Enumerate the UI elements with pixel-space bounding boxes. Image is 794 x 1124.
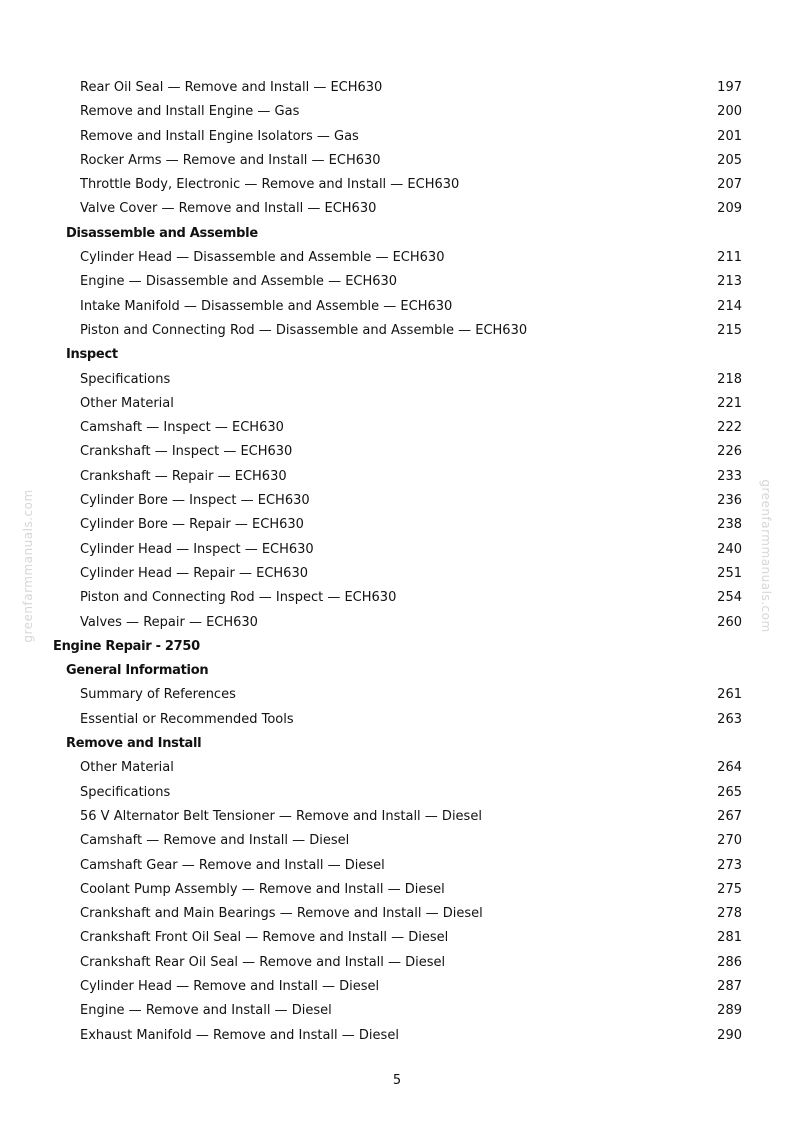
toc-entry-page-number: 273 (717, 857, 742, 873)
toc-entry[interactable] (0, 975, 794, 999)
toc-entry[interactable] (0, 489, 794, 513)
toc-entry-page-number: 213 (717, 274, 742, 290)
toc-entry-page-number: 200 (717, 104, 742, 120)
toc-entry-page-number: 286 (717, 954, 742, 970)
toc-entry-page-number: 261 (717, 687, 742, 703)
toc-entry[interactable] (0, 295, 794, 319)
toc-entry-page-number: 211 (717, 250, 742, 266)
toc-entry-page-number: 265 (717, 784, 742, 800)
toc-entry-title: Crankshaft Rear Oil Seal — Remove and Install — Diesel (80, 954, 446, 970)
toc-entry-title: Engine Repair - 2750 (53, 638, 200, 654)
toc-entry[interactable] (0, 926, 794, 950)
toc-entry-page-number: 233 (717, 468, 742, 484)
toc-entry-title: Crankshaft Front Oil Seal — Remove and Install — Diesel (80, 930, 449, 946)
toc-entry-page-number: 238 (717, 517, 742, 533)
toc-entry-title: Cylinder Head — Remove and Install — Diesel (80, 978, 380, 994)
toc-entry-title: Specifications (80, 371, 171, 387)
toc-entry[interactable] (0, 440, 794, 464)
toc-entry[interactable] (0, 100, 794, 124)
toc-entry-title: Throttle Body, Electronic — Remove and Install — ECH630 (80, 177, 460, 193)
toc-entry[interactable] (0, 125, 794, 149)
toc-entry-page-number: 281 (717, 930, 742, 946)
toc-entry[interactable] (0, 319, 794, 343)
toc-entry-page-number: 264 (717, 760, 742, 776)
toc-entry-title: Rocker Arms — Remove and Install — ECH630 (80, 152, 381, 168)
toc-entry-page-number: 278 (717, 906, 742, 922)
toc-entry[interactable] (0, 562, 794, 586)
toc-entry[interactable] (0, 513, 794, 537)
toc-entry-title: General Information (66, 663, 209, 679)
toc-entry-page-number: 218 (717, 371, 742, 387)
toc-entry-title: Cylinder Head — Disassemble and Assemble — ECH630 (80, 250, 445, 266)
toc-entry-title: Remove and Install (66, 736, 202, 752)
page-number: 5 (392, 1073, 402, 1088)
toc-entry[interactable] (0, 611, 794, 635)
toc-entry-title: Inspect (66, 347, 118, 363)
toc-entry[interactable] (0, 805, 794, 829)
toc-entry-page-number: 236 (717, 493, 742, 509)
toc-entry-title: Crankshaft — Repair — ECH630 (80, 468, 287, 484)
toc-entry[interactable] (0, 246, 794, 270)
toc-entry-page-number: 251 (717, 565, 742, 581)
toc-entry-page-number: 209 (717, 201, 742, 217)
toc-entry-title: Essential or Recommended Tools (80, 711, 294, 727)
toc-entry-page-number: 290 (717, 1027, 742, 1043)
toc-entry[interactable] (0, 173, 794, 197)
toc-section-heading[interactable] (0, 659, 794, 683)
toc-section-heading[interactable] (0, 343, 794, 367)
toc-entry[interactable] (0, 756, 794, 780)
toc-entry-page-number: 254 (717, 590, 742, 606)
toc-entry-title: 56 V Alternator Belt Tensioner — Remove and Install — Diesel (80, 808, 482, 824)
toc-entry-title: Remove and Install Engine — Gas (80, 104, 300, 120)
toc-section-heading[interactable] (0, 222, 794, 246)
toc-entry-title: Camshaft — Remove and Install — Diesel (80, 833, 350, 849)
toc-entry[interactable] (0, 368, 794, 392)
toc-entry-page-number: 222 (717, 420, 742, 436)
toc-entry[interactable] (0, 878, 794, 902)
toc-entry-page-number: 270 (717, 833, 742, 849)
toc-entry-title: Cylinder Head — Inspect — ECH630 (80, 541, 314, 557)
toc-entry-title: Crankshaft — Inspect — ECH630 (80, 444, 293, 460)
toc-entry-title: Other Material (80, 395, 174, 411)
toc-entry-title: Cylinder Bore — Repair — ECH630 (80, 517, 304, 533)
toc-entry[interactable] (0, 465, 794, 489)
watermark-left: greenfarmmanuals.com (21, 489, 35, 643)
toc-entry-page-number: 221 (717, 395, 742, 411)
toc-entry-title: Camshaft Gear — Remove and Install — Diesel (80, 857, 385, 873)
toc-entry-page-number: 201 (717, 128, 742, 144)
toc-entry-page-number: 260 (717, 614, 742, 630)
toc-entry-title: Exhaust Manifold — Remove and Install — Diesel (80, 1027, 399, 1043)
toc-entry-title: Cylinder Head — Repair — ECH630 (80, 565, 308, 581)
toc-entry-title: Piston and Connecting Rod — Disassemble and Assemble — ECH630 (80, 322, 528, 338)
toc-entry-page-number: 226 (717, 444, 742, 460)
toc-entry[interactable] (0, 270, 794, 294)
toc-entry-title: Camshaft — Inspect — ECH630 (80, 420, 284, 436)
toc-entry-page-number: 263 (717, 711, 742, 727)
toc-entry[interactable] (0, 76, 794, 100)
toc-entry[interactable] (0, 1024, 794, 1048)
toc-entry-title: Valve Cover — Remove and Install — ECH630 (80, 201, 377, 217)
toc-entry[interactable] (0, 854, 794, 878)
toc-entry[interactable] (0, 392, 794, 416)
toc-entry-title: Engine — Remove and Install — Diesel (80, 1003, 332, 1019)
toc-entry-title: Crankshaft and Main Bearings — Remove and Install — Diesel (80, 906, 483, 922)
toc-entry-page-number: 240 (717, 541, 742, 557)
toc-entry[interactable] (0, 999, 794, 1023)
toc-entry-title: Other Material (80, 760, 174, 776)
toc-entry-page-number: 275 (717, 881, 742, 897)
toc-entry-page-number: 214 (717, 298, 742, 314)
toc-entry-page-number: 287 (717, 978, 742, 994)
toc-entry[interactable] (0, 197, 794, 221)
toc-entry-title: Valves — Repair — ECH630 (80, 614, 258, 630)
toc-entry[interactable] (0, 829, 794, 853)
toc-entry-title: Engine — Disassemble and Assemble — ECH630 (80, 274, 398, 290)
toc-entry[interactable] (0, 902, 794, 926)
toc-entry-page-number: 197 (717, 80, 742, 95)
toc-entry-title: Specifications (80, 784, 171, 800)
watermark-right: greenfarmmanuals.com (759, 479, 773, 633)
toc-entry-title: Summary of References (80, 687, 236, 703)
toc-entry-title: Disassemble and Assemble (66, 225, 258, 241)
toc-entry-page-number: 207 (717, 177, 742, 193)
toc-entry[interactable] (0, 951, 794, 975)
toc-entry[interactable] (0, 416, 794, 440)
toc-entry-page-number: 205 (717, 152, 742, 168)
toc-entry-page-number: 215 (717, 322, 742, 338)
toc-section-heading[interactable] (0, 732, 794, 756)
toc-entry-title: Piston and Connecting Rod — Inspect — ECH630 (80, 590, 397, 606)
toc-entry-title: Remove and Install Engine Isolators — Gas (80, 128, 359, 144)
toc-entry-page-number: 289 (717, 1003, 742, 1019)
toc-entry[interactable] (0, 538, 794, 562)
toc-entry-title: Rear Oil Seal — Remove and Install — ECH630 (80, 80, 383, 95)
table-of-contents (0, 76, 794, 1048)
toc-entry-title: Intake Manifold — Disassemble and Assemble — ECH630 (80, 298, 453, 314)
toc-entry[interactable] (0, 708, 794, 732)
toc-entry-title: Coolant Pump Assembly — Remove and Install — Diesel (80, 881, 445, 897)
toc-entry-title: Cylinder Bore — Inspect — ECH630 (80, 493, 310, 509)
toc-chapter-heading[interactable] (0, 635, 794, 659)
toc-entry[interactable] (0, 683, 794, 707)
toc-entry[interactable] (0, 781, 794, 805)
toc-entry-page-number: 267 (717, 808, 742, 824)
toc-entry[interactable] (0, 586, 794, 610)
toc-entry[interactable] (0, 149, 794, 173)
